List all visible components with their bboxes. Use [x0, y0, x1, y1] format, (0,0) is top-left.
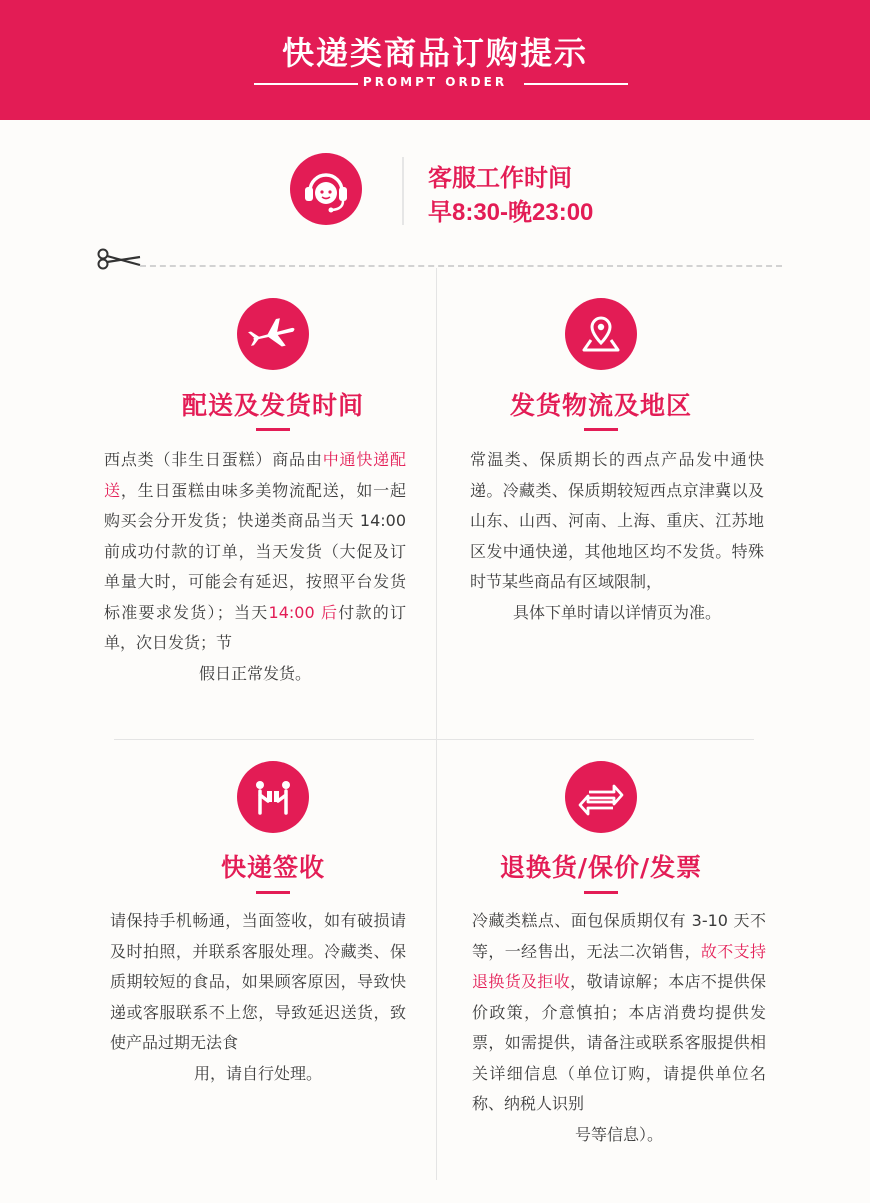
section-underline	[584, 428, 618, 431]
delivery-highlight-courier: 中通快递配送	[104, 450, 406, 500]
scissors-icon	[96, 246, 142, 270]
horizontal-divider	[114, 739, 754, 740]
section-title-signing: 快递签收	[220, 853, 325, 882]
vertical-divider	[436, 268, 437, 1180]
section-text-signing	[110, 906, 406, 1089]
service-divider	[402, 157, 404, 225]
delivery-text-part: 西点类（非生日蛋糕）商品由	[104, 450, 323, 469]
section-text-returns	[472, 906, 766, 1150]
airplane-icon	[237, 298, 309, 370]
section-text-logistics-area	[470, 445, 764, 628]
page-header	[0, 0, 870, 120]
logistics-text-last-line: 具体下单时请以详情页为准。	[512, 602, 721, 622]
page-subtitle: PROMPT ORDER	[362, 75, 508, 89]
section-text-delivery-time	[104, 445, 406, 689]
signing-text-last-line: 用，请自行处理。	[193, 1063, 322, 1083]
section-title-logistics-area: 发货物流及地区	[509, 391, 692, 420]
customer-service-headset-icon	[290, 153, 362, 225]
delivery-highlight-cutoff: 14:00 后	[268, 602, 339, 622]
logistics-text: 常温类、保质期长的西点产品发中通快递。冷藏类、保质期较短西点京津冀以及山东、山西、河南、上海、重庆、江苏地区发中通快递，其他地区均不发货。特殊时节某些商品有区域限制，	[470, 450, 764, 591]
handover-icon	[237, 761, 309, 833]
section-underline	[256, 891, 290, 894]
delivery-text-last-line: 假日正常发货。	[198, 663, 311, 683]
returns-highlight-no-refund: 故不支持退换货及拒收	[472, 941, 766, 991]
returns-text-last-line: 号等信息）。	[574, 1124, 663, 1144]
cut-dashed-line	[140, 265, 782, 267]
section-underline	[584, 891, 618, 894]
page-title: 快递类商品订购提示	[281, 34, 588, 72]
service-hours-label: 客服工作时间	[428, 165, 572, 192]
delivery-text-part: ，生日蛋糕由味多美物流配送，如一起购买会分开发货；快递类商品当天 14:00 前成功付款的订单，当天发货（大促及订单量大时，可能会有延迟，按照平台发货标准要求发货）；当天	[104, 480, 406, 622]
exchange-arrows-icon	[565, 761, 637, 833]
returns-text-part: ，敬请谅解；本店不提供保价政策，介意慎拍；本店消费均提供发票，如需提供，请备注或联系客服提供相关详细信息（单位订购，请提供单位名称、纳税人识别	[472, 972, 766, 1113]
service-hours-value: 早8:30-晚23:00	[428, 199, 594, 226]
section-title-returns: 退换货/保价/发票	[499, 853, 703, 882]
header-right-rule	[524, 83, 628, 85]
returns-text-part: 冷藏类糕点、面包保质期仅有 3-10 天不等，一经售出，无法二次销售，	[472, 911, 766, 961]
signing-text: 请保持手机畅通，当面签收，如有破损请及时拍照，并联系客服处理。冷藏类、保质期较短的食品，如果顾客原因，导致快递或客服联系不上您，导致延迟送货，致使产品过期无法食	[110, 911, 406, 1052]
delivery-text-part: 付款的订单，次日发货；节	[104, 602, 406, 652]
map-pin-icon	[565, 298, 637, 370]
section-underline	[256, 428, 290, 431]
section-title-delivery-time: 配送及发货时间	[181, 391, 364, 420]
